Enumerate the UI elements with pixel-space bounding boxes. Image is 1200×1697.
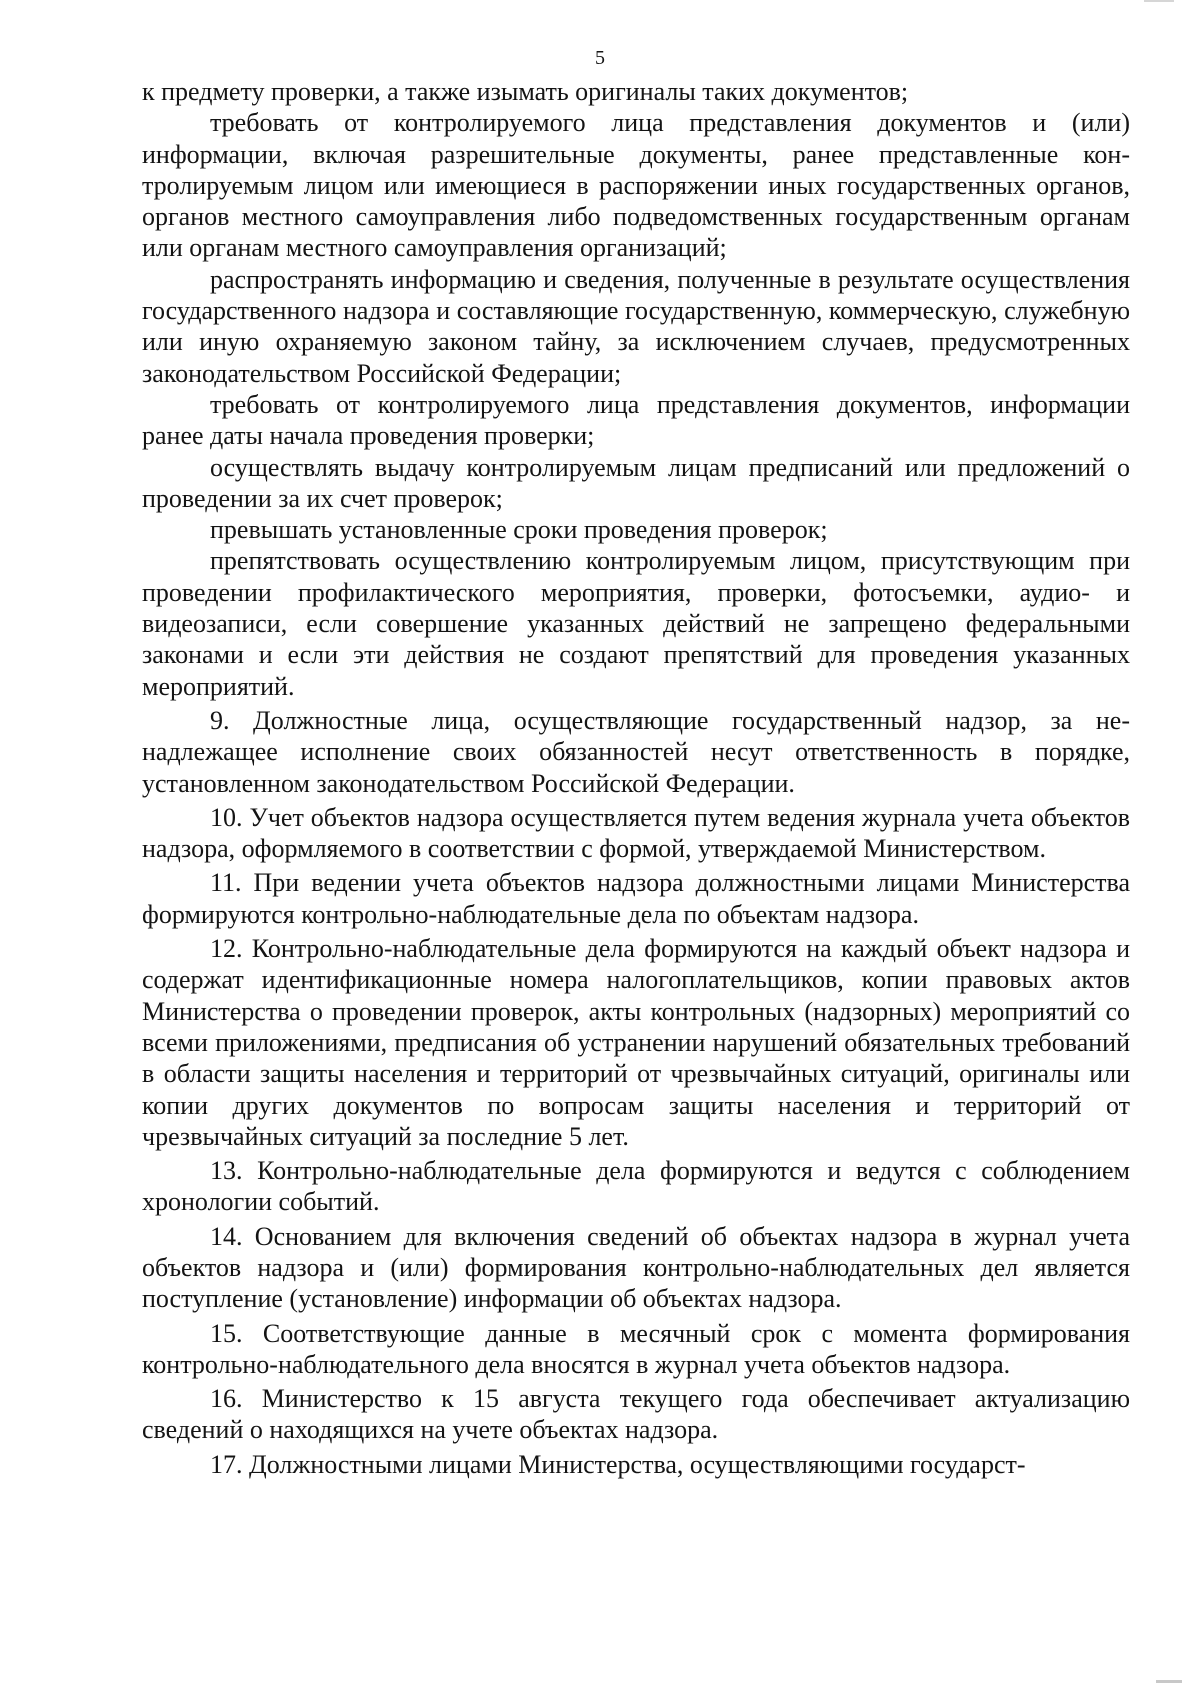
paragraph-require-before-start: требовать от контролируемого лица представления документов, информации ранее даты начала проведения проверки; <box>142 389 1130 451</box>
paragraph-item-16: 16. Министерство к 15 августа текущего года обеспечивает актуализацию сведений о находящихся на учете объектах надзора. <box>142 1384 1130 1445</box>
scan-artifact-bottom <box>1156 1680 1182 1683</box>
paragraph-item-13: 13. Контрольно-наблюдательные дела формируются и ведутся с соблюдением хронологии событий. <box>142 1156 1130 1217</box>
paragraph-disclose-information: распространять информацию и сведения, полученные в результате осуществления государственного надзора и составляющие государственную, коммерческую, служебную или иную охраняемую законом тайну, за исключением случаев, предусмотренных законодательством Российской Федерации; <box>142 264 1130 388</box>
document-body <box>142 76 1130 1480</box>
paragraph-item-11: 11. При ведении учета объектов надзора должностными лицами Министерства формируются контрольно-наблюдательные дела по объектам надзора. <box>142 868 1130 929</box>
paragraph-item-9: 9. Должностные лица, осуществляющие государственный надзор, за ненадлежащее исполнение своих обязанностей несут ответственность в порядке, установленном законодательством Российской Федерации. <box>142 705 1130 798</box>
paragraph-item-10: 10. Учет объектов надзора осуществляется путем ведения журнала учета объектов надзора, оформляемого в соответствии с формой, утверждаемой Министерством. <box>142 802 1130 864</box>
paragraph-issue-orders: осуществлять выдачу контролируемым лицам предписаний или предложений о проведении за их счет проверок; <box>142 452 1130 513</box>
scan-artifact-top <box>1144 0 1174 2</box>
paragraph-item-14: 14. Основанием для включения сведений об объектах надзора в журнал учета объектов надзора и (или) формирования контрольно-наблюдательных дел является поступление (установление) информации об объектах надзора. <box>142 1221 1130 1314</box>
paragraph-item-15: 15. Соответствующие данные в месячный срок с момента формирования контрольно-наблюдательного дела вносятся в журнал учета объектов надзора. <box>142 1318 1130 1379</box>
page-number: 5 <box>595 47 605 69</box>
paragraph-item-12: 12. Контрольно-наблюдательные дела формируются на каждый объект надзора и содержат идентификационные номера налогоплательщиков, копии правовых актов Министерства о проведении проверок, акты контрольных (надзорных) мероприятий со всеми приложениями, предписания об устранении нарушений обязательных требований в области защиты населения и территорий от чрезвычайных ситуаций, оригиналы или копии других документов по вопросам защиты населения и территорий от чрезвычайных ситуаций за последние 5 лет. <box>142 934 1130 1151</box>
paragraph-exceed-deadlines: превышать установленные сроки проведения проверок; <box>210 515 828 545</box>
paragraph-obstruct-recording: препятствовать осуществлению контролируемым лицом, присутствующим при проведении профилактического мероприятия, проверки, фотосъемки, аудио- и видеозаписи, если совершение указанных действий не запрещено федеральными законами и если эти действия не создают препятствий для проведения указанных мероприятий. <box>142 546 1130 701</box>
paragraph-require-documents: требовать от контролируемого лица представления документов и (или) информации, включая разрешительные документы, ранее представленные контролируемым лицом или имеющиеся в распоряжении иных государственных органов, органов местного самоуправления либо подведомственных государственным органам или органам местного самоуправления организаций; <box>142 108 1130 263</box>
paragraph-item-17: 17. Должностными лицами Министерства, осуществляющими государст- <box>210 1449 1026 1479</box>
paragraph-continuation: к предмету проверки, а также изымать оригиналы таких документов; <box>142 77 909 106</box>
